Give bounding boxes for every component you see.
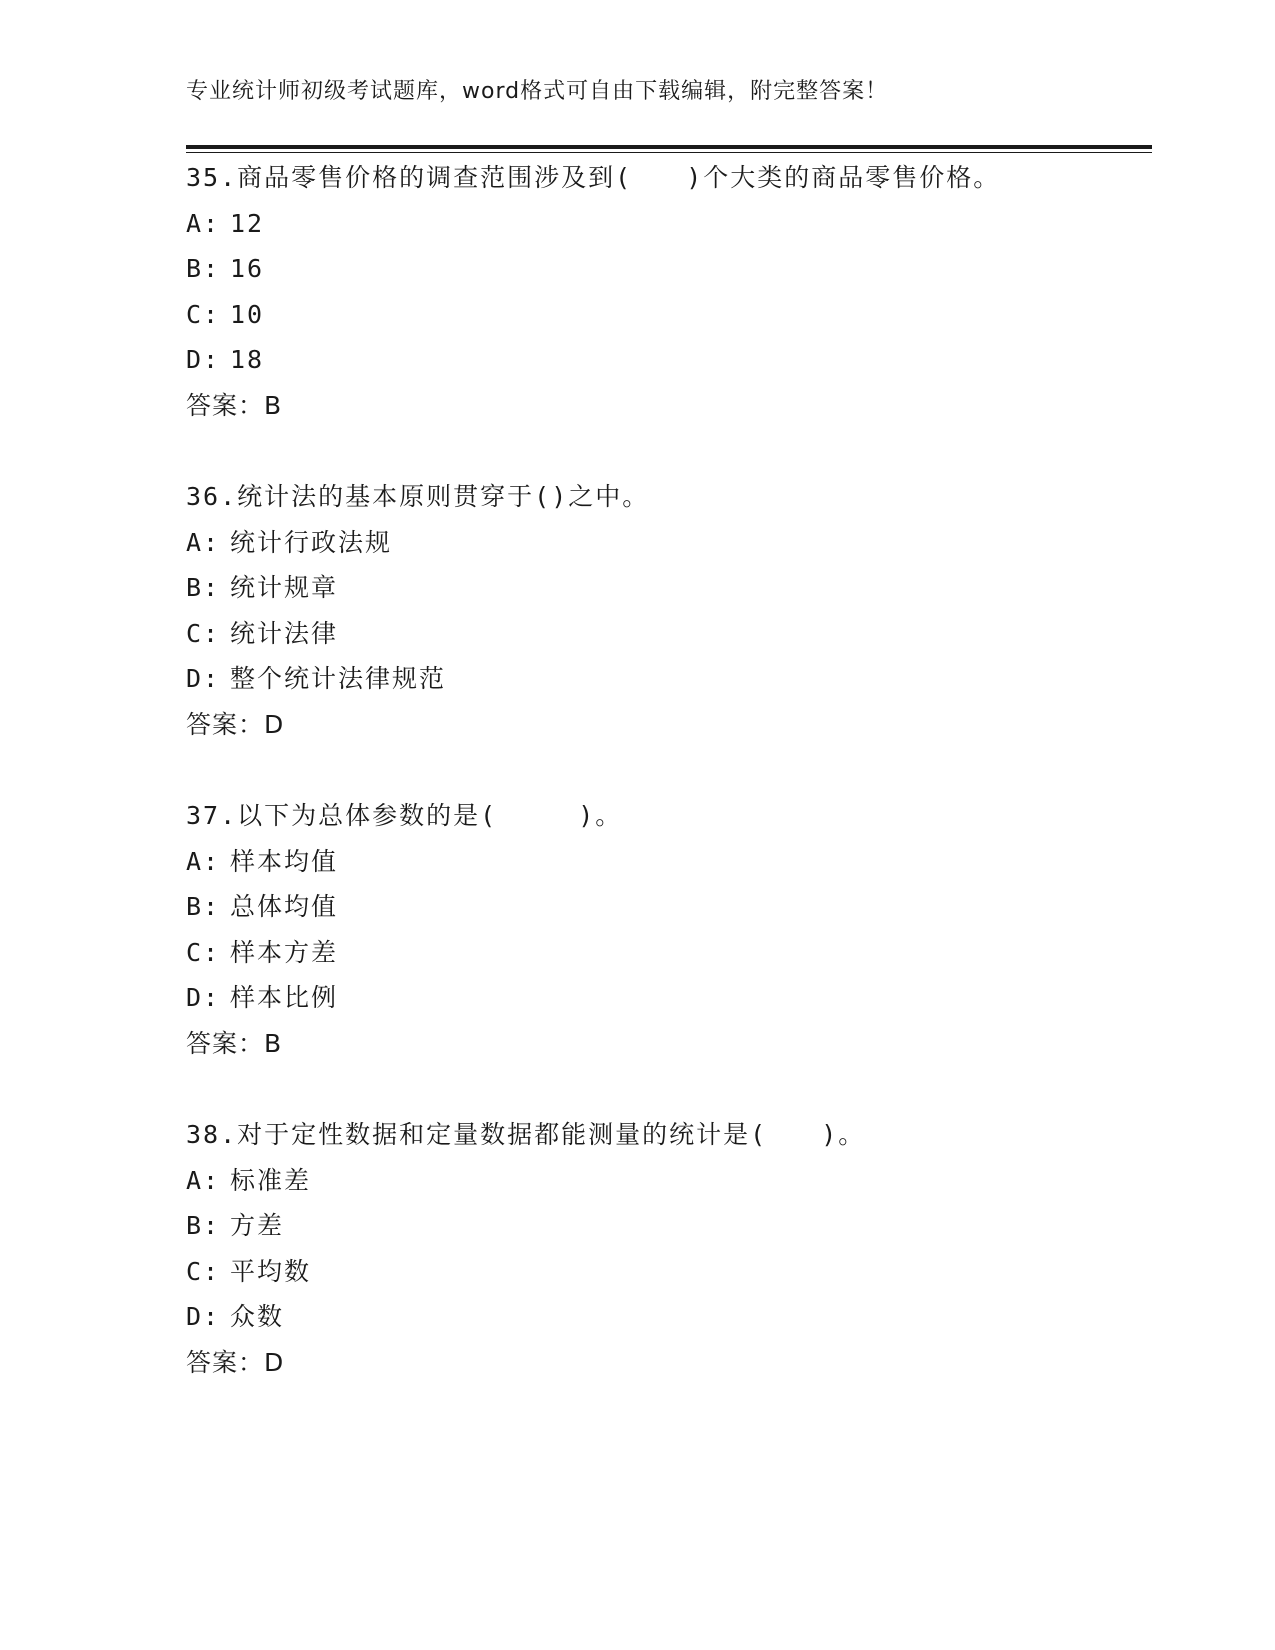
- option-a: [186, 520, 1166, 566]
- option-c: [186, 611, 1166, 657]
- question-stem: 38.对于定性数据和定量数据都能测量的统计是( )。: [186, 1120, 866, 1149]
- option-key: D:: [186, 345, 221, 374]
- answer-line: 答案：D: [186, 1347, 285, 1377]
- header-rule-thick: [186, 145, 1152, 149]
- option-a: [186, 201, 1166, 247]
- question-36: [186, 474, 1166, 747]
- option-key: B:: [186, 892, 221, 921]
- question-stem: 36.统计法的基本原则贯穿于()之中。: [186, 482, 650, 511]
- option-text: 平均数: [230, 1256, 312, 1286]
- option-text: 样本方差: [230, 937, 339, 967]
- option-text: 方差: [230, 1211, 285, 1240]
- option-a: [186, 839, 1166, 885]
- option-d: [186, 1294, 1166, 1340]
- option-key: A:: [186, 1165, 221, 1195]
- option-text: 样本均值: [230, 846, 339, 876]
- answer-line: 答案：B: [186, 390, 283, 420]
- question-stem: 37.以下为总体参数的是( )。: [186, 801, 623, 830]
- option-key: C:: [186, 618, 221, 648]
- answer-line: 答案：D: [186, 709, 285, 739]
- option-c: [186, 292, 1166, 338]
- option-b: [186, 1203, 1166, 1249]
- option-b: [186, 884, 1166, 930]
- option-text: 12: [230, 208, 265, 238]
- option-c: [186, 1249, 1166, 1295]
- option-d: [186, 975, 1166, 1021]
- option-d: [186, 656, 1166, 702]
- option-text: 统计行政法规: [230, 527, 393, 557]
- option-b: [186, 246, 1166, 292]
- option-key: A:: [186, 846, 221, 876]
- option-key: D:: [186, 664, 221, 693]
- option-b: [186, 565, 1166, 611]
- option-key: C:: [186, 937, 221, 967]
- option-key: B:: [186, 254, 221, 283]
- option-text: 统计规章: [230, 573, 339, 602]
- option-key: A:: [186, 208, 221, 238]
- page-header: 专业统计师初级考试题库，word格式可自由下载编辑，附完整答案！: [186, 79, 889, 104]
- option-key: D:: [186, 1302, 221, 1331]
- option-text: 众数: [230, 1302, 285, 1331]
- option-text: 整个统计法律规范: [230, 664, 447, 693]
- option-text: 16: [230, 254, 265, 283]
- option-key: C:: [186, 1256, 221, 1286]
- question-stem: 35.商品零售价格的调查范围涉及到( )个大类的商品零售价格。: [186, 163, 1001, 192]
- option-key: C:: [186, 299, 221, 329]
- option-a: [186, 1158, 1166, 1204]
- option-d: [186, 337, 1166, 383]
- option-key: A:: [186, 527, 221, 557]
- question-38: [186, 1112, 1166, 1385]
- option-c: [186, 930, 1166, 976]
- option-text: 样本比例: [230, 983, 339, 1012]
- option-text: 总体均值: [230, 892, 339, 921]
- option-text: 标准差: [230, 1165, 312, 1195]
- option-text: 10: [230, 299, 265, 329]
- question-37: [186, 793, 1166, 1066]
- option-text: 统计法律: [230, 618, 339, 648]
- option-text: 18: [230, 345, 265, 374]
- option-key: B:: [186, 1211, 221, 1240]
- option-key: D:: [186, 983, 221, 1012]
- question-35: [186, 155, 1166, 428]
- answer-line: 答案：B: [186, 1028, 283, 1058]
- option-key: B:: [186, 573, 221, 602]
- header-rule-thin: [186, 152, 1152, 153]
